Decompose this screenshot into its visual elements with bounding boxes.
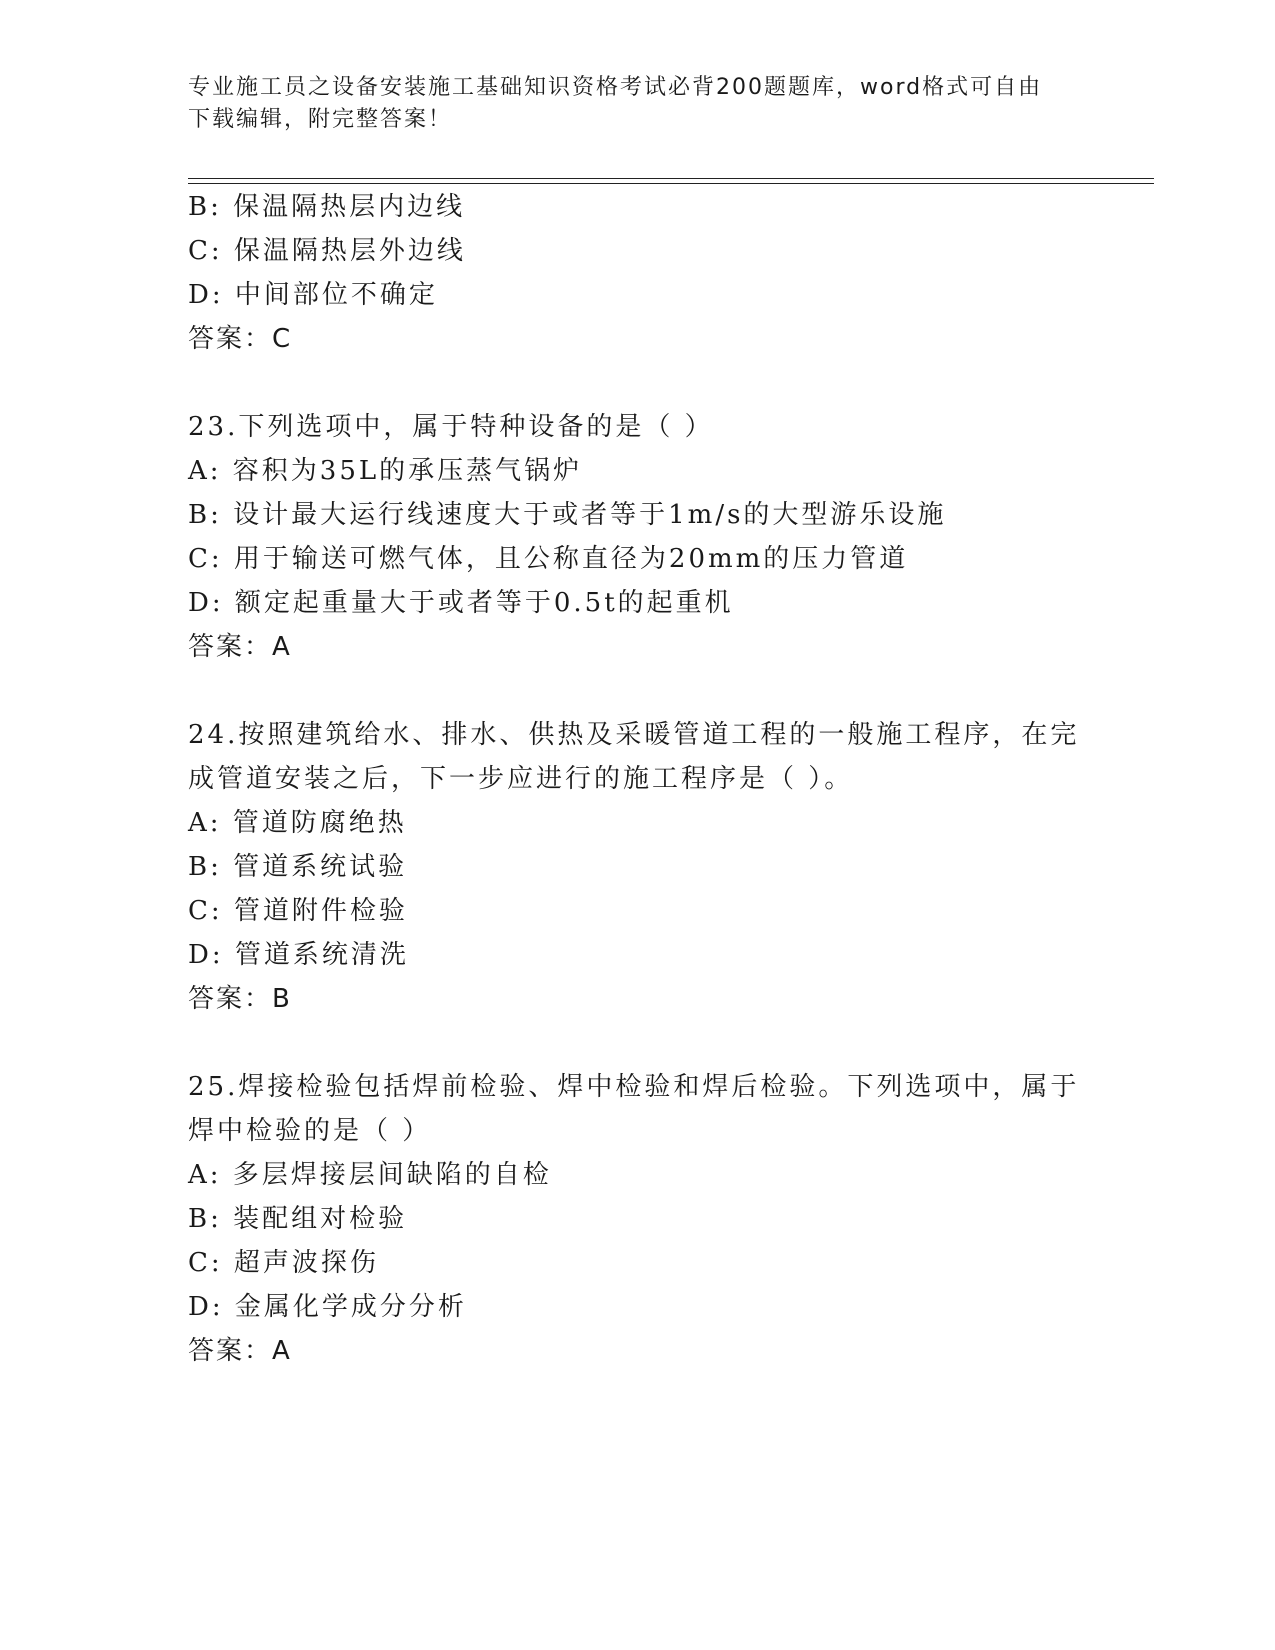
q22-answer: 答案：C — [188, 324, 293, 354]
q24-stem-line-2: 成管道安装之后，下一步应进行的施工程序是（ ）。 — [188, 764, 854, 794]
document-header — [188, 72, 1068, 136]
q24-option-c: C: 管道附件检验 — [188, 896, 408, 926]
q24-option-a: A: 管道防腐绝热 — [188, 808, 407, 838]
q25-option-a: A: 多层焊接层间缺陷的自检 — [188, 1160, 552, 1190]
q23-option-a: A: 容积为35L的承压蒸气锅炉 — [188, 456, 583, 486]
q25-option-d: D: 金属化学成分分析 — [188, 1292, 467, 1322]
q23-option-d: D: 额定起重量大于或者等于0.5t的起重机 — [188, 588, 734, 618]
q24-option-d: D: 管道系统清洗 — [188, 940, 409, 970]
q23-stem: 23.下列选项中，属于特种设备的是（ ） — [188, 412, 714, 442]
header-line-1: 专业施工员之设备安装施工基础知识资格考试必背200题题库，word格式可自由 — [188, 75, 1043, 100]
q22-option-b: B: 保温隔热层内边线 — [188, 192, 466, 222]
header-line-2: 下载编辑，附完整答案！ — [188, 107, 453, 132]
q24-answer: 答案：B — [188, 984, 292, 1014]
header-divider-bottom — [188, 183, 1154, 184]
q24-stem-line-1: 24.按照建筑给水、排水、供热及采暖管道工程的一般施工程序，在完 — [188, 720, 1080, 750]
q22-option-c: C: 保温隔热层外边线 — [188, 236, 466, 266]
q25-option-b: B: 装配组对检验 — [188, 1204, 408, 1234]
q25-option-c: C: 超声波探伤 — [188, 1248, 379, 1278]
q25-stem-line-1: 25.焊接检验包括焊前检验、焊中检验和焊后检验。下列选项中，属于 — [188, 1072, 1080, 1102]
q22-option-d: D: 中间部位不确定 — [188, 280, 438, 310]
header-divider-top — [188, 178, 1154, 179]
q23-option-c: C: 用于输送可燃气体，且公称直径为20mm的压力管道 — [188, 544, 909, 574]
q23-answer: 答案：A — [188, 632, 292, 662]
q24-option-b: B: 管道系统试验 — [188, 852, 408, 882]
q23-option-b: B: 设计最大运行线速度大于或者等于1m/s的大型游乐设施 — [188, 500, 947, 530]
q25-answer: 答案：A — [188, 1336, 292, 1366]
q25-stem-line-2: 焊中检验的是（ ） — [188, 1116, 432, 1146]
